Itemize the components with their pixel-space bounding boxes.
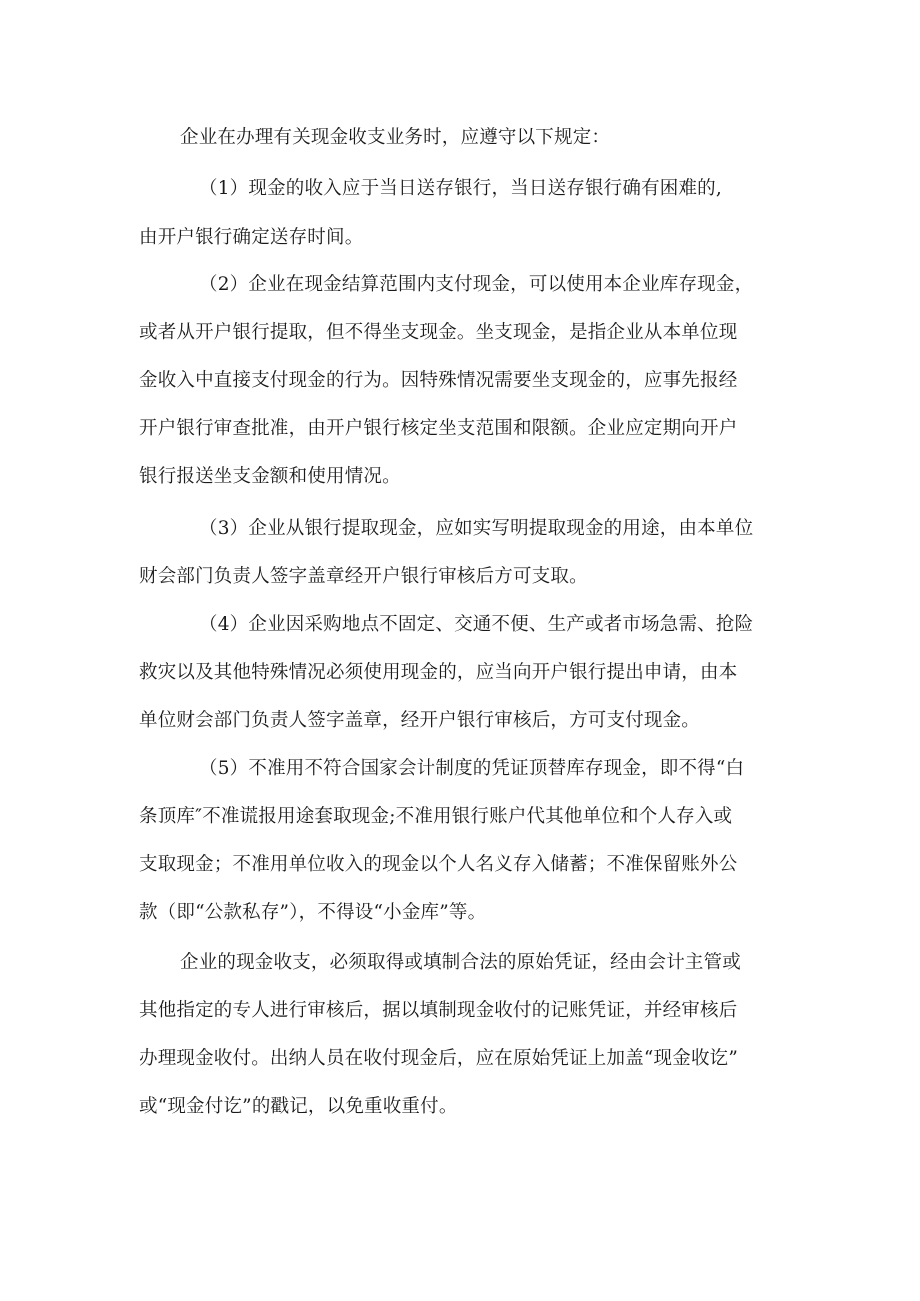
- text-line: （1）现金的收入应于当日送存银行，当日送存银行确有困难的,: [199, 178, 722, 199]
- text-line: 或“现金付讫”的戳记，以免重收重付。: [139, 1096, 458, 1117]
- text-line: 由开户银行确定送存时间。: [139, 227, 364, 248]
- text-line: 开户银行审查批准，由开户银行核定坐支范围和限额。企业应定期向开户: [139, 418, 738, 439]
- text-line: （2）企业在现金结算范围内支付现金，可以使用本企业库存现金，: [199, 274, 754, 295]
- text-line: （5）不准用不符合国家会计制度的凭证顶替库存现金，即不得“白: [199, 758, 745, 779]
- text-line: 银行报送坐支金额和使用情况。: [139, 466, 401, 487]
- text-line: 金收入中直接支付现金的行为。因特殊情况需要坐支现金的，应事先报经: [139, 370, 738, 391]
- text-line: 其他指定的专人进行审核后，据以填制现金收付的记账凭证，并经审核后: [139, 1000, 738, 1021]
- text-line: 单位财会部门负责人签字盖章，经开户银行审核后，方可支付现金。: [139, 710, 701, 731]
- text-line: 救灾以及其他特殊情况必须使用现金的，应当向开户银行提出申请，由本: [139, 662, 738, 683]
- text-line: 支取现金；不准用单位收入的现金以个人名义存入储蓄；不准保留账外公: [139, 854, 738, 875]
- text-line: 办理现金收付。出纳人员在收付现金后，应在原始凭证上加盖“现金收讫”: [139, 1048, 739, 1069]
- text-line: 或者从开户银行提取，但不得坐支现金。坐支现金，是指企业从本单位现: [139, 322, 738, 343]
- text-line: 条顶库″不准谎报用途套取现金;不准用银行账户代其他单位和个人存入或: [139, 806, 733, 827]
- text-line: 财会部门负责人签字盖章经开户银行审核后方可支取。: [139, 566, 588, 587]
- text-line: 企业在办理有关现金收支业务时，应遵守以下规定：: [180, 127, 611, 148]
- text-line: （3）企业从银行提取现金，应如实写明提取现金的用途，由本单位: [199, 518, 754, 539]
- text-line: 款（即“公款私存”），不得设“小金库”等。: [139, 902, 487, 923]
- text-line: （4）企业因采购地点不固定、交通不便、生产或者市场急需、抢险: [199, 614, 754, 635]
- text-line: 企业的现金收支，必须取得或填制合法的原始凭证，经由会计主管或: [180, 952, 742, 973]
